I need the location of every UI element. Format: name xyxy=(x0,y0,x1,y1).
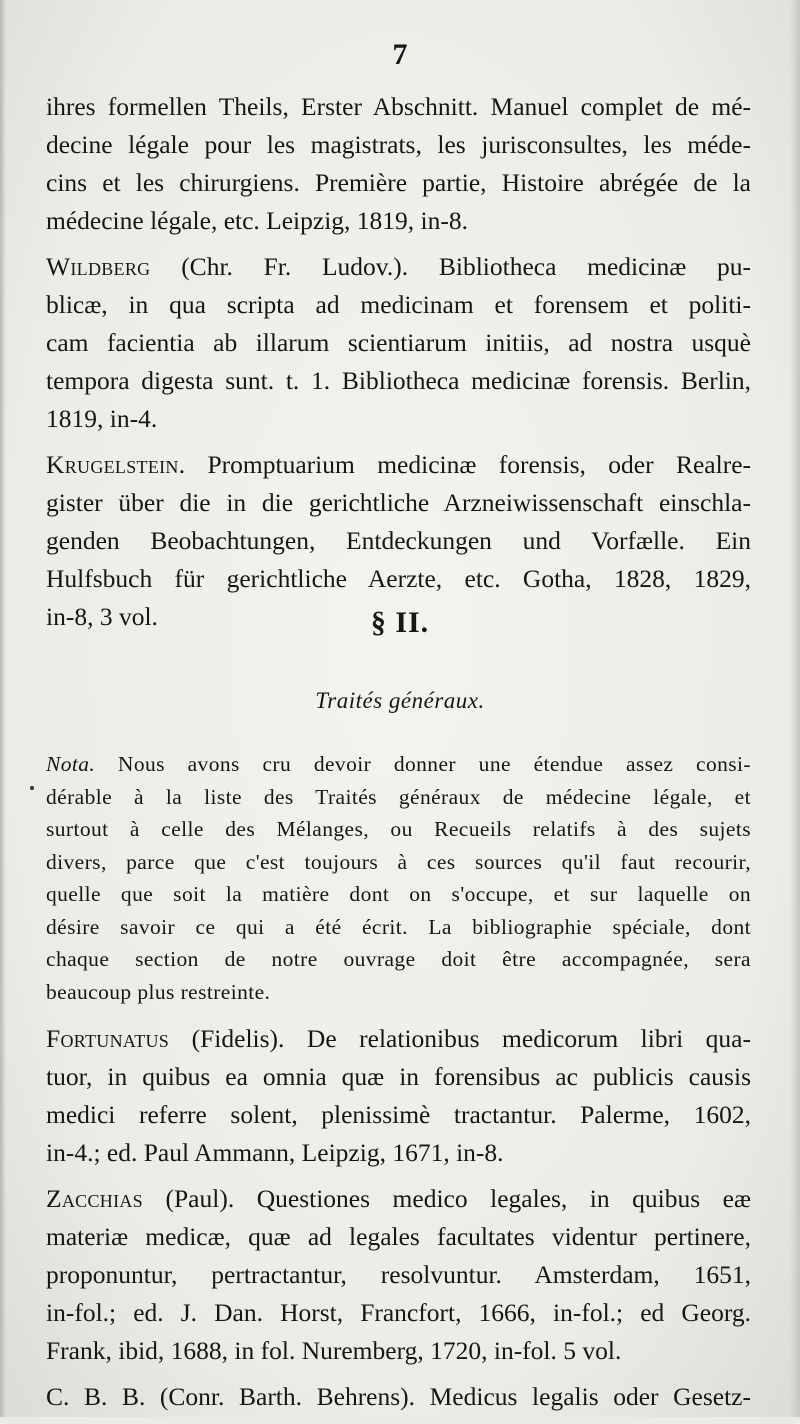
note-line: dérable à la liste des Traités généraux de médecine légale, et xyxy=(46,784,751,809)
bibliography-top xyxy=(46,88,751,644)
entry-line-text: (Chr. Fr. Ludov.). Bibliotheca medicinæ pu- xyxy=(150,252,751,281)
editorial-note xyxy=(46,748,751,1008)
entry-first-line xyxy=(46,446,751,484)
note-first-line xyxy=(46,748,751,781)
entry-line: in-8, 3 vol. xyxy=(46,602,158,631)
entry-line: gister über die in die gerichtliche Arzneiwissenschaft einschla- xyxy=(46,488,751,517)
entry-line: cam facientia ab illarum scientiarum initiis, ad nostra usquè xyxy=(46,328,751,357)
entry-line: Hulfsbuch für gerichtliche Aerzte, etc. Gotha, 1828, 1829, xyxy=(46,564,751,593)
note-line: désire savoir ce qui a été écrit. La bibliographie spéciale, dont xyxy=(46,914,751,939)
entry-first-line xyxy=(46,1020,751,1058)
note-line-text: Nous avons cru devoir donner une étendue assez consi- xyxy=(95,752,751,776)
entry-line: médecine légale, etc. Leipzig, 1819, in-8. xyxy=(46,206,468,235)
note-line: divers, parce que c'est toujours à ces sources qu'il faut recourir, xyxy=(46,849,751,874)
entry-line: decine légale pour les magistrats, les jurisconsultes, les méde- xyxy=(46,130,751,159)
entry-line-text: (Paul). Questiones medico legales, in quibus eæ xyxy=(143,1184,751,1213)
entry-line: ihres formellen Theils, Erster Abschnitt. Manuel complet de mé- xyxy=(46,92,751,121)
entry-line: tempora digesta sunt. t. 1. Bibliotheca medicinæ forensis. Berlin, xyxy=(46,366,751,395)
entry-first-line xyxy=(46,248,751,286)
author-name: Krugelstein xyxy=(46,450,179,479)
entry-first-line xyxy=(46,1180,751,1218)
note-label: Nota. xyxy=(46,752,96,776)
note-line: surtout à celle des Mélanges, ou Recueils relatifs à des sujets xyxy=(46,817,751,841)
bibliography-entry-behrens xyxy=(46,1378,751,1416)
entry-line-text: . Promptuarium medicinæ forensis, oder Realre- xyxy=(178,450,751,479)
entry-line: genden Beobachtungen, Entdeckungen und Vorfælle. Ein xyxy=(46,526,751,555)
entry-line: proponuntur, pertractantur, resolvuntur. Amsterdam, 1651, xyxy=(46,1260,751,1289)
author-name: Fortunatus xyxy=(46,1024,170,1053)
bibliography-entry-zacchias xyxy=(46,1180,751,1370)
entry-line: cins et les chirurgiens. Première partie, Histoire abrégée de la xyxy=(46,168,751,197)
note-line: beaucoup plus restreinte. xyxy=(46,979,271,1004)
entry-line: medici referre solent, plenissimè tractantur. Palerme, 1602, xyxy=(46,1100,751,1129)
bibliography-entry-wildberg xyxy=(46,248,751,438)
section-heading: § II. xyxy=(370,606,430,639)
entry-line: blicæ, in qua scripta ad medicinam et forensem et politi- xyxy=(46,290,751,319)
entry-line: materiæ medicæ, quæ ad legales facultates videntur pertinere, xyxy=(46,1222,751,1251)
entry-line: 1819, in-4. xyxy=(46,404,158,433)
entry-line: in-4.; ed. Paul Ammann, Leipzig, 1671, in-8. xyxy=(46,1138,504,1167)
entry-line: tuor, in quibus ea omnia quæ in forensibus ac publicis causis xyxy=(46,1062,751,1091)
author-name: Wildberg xyxy=(46,252,151,281)
entry-line-text: (Fidelis). De relationibus medicorum libri qua- xyxy=(169,1024,751,1053)
bibliography-bottom xyxy=(46,1020,751,1424)
section-subheading: Traités généraux. xyxy=(315,688,485,713)
bibliography-entry-fortunatus xyxy=(46,1020,751,1172)
bibliography-entry-continued xyxy=(46,88,751,240)
entry-line: in-fol.; ed. J. Dan. Horst, Francfort, 1666, in-fol.; ed Georg. xyxy=(46,1298,751,1327)
print-speck xyxy=(30,786,34,790)
author-name: Zacchias xyxy=(46,1184,143,1213)
entry-line: Frank, ibid, 1688, in fol. Nuremberg, 1720, in-fol. 5 vol. xyxy=(46,1336,622,1365)
note-line: quelle que soit la matière dont on s'occupe, et sur laquelle on xyxy=(46,882,751,906)
entry-line: C. B. B. (Conr. Barth. Behrens). Medicus legalis oder Gesetz- xyxy=(46,1382,751,1411)
page-number: 7 xyxy=(392,38,408,71)
note-line: chaque section de notre ouvrage doit être accompagnée, sera xyxy=(46,947,751,971)
